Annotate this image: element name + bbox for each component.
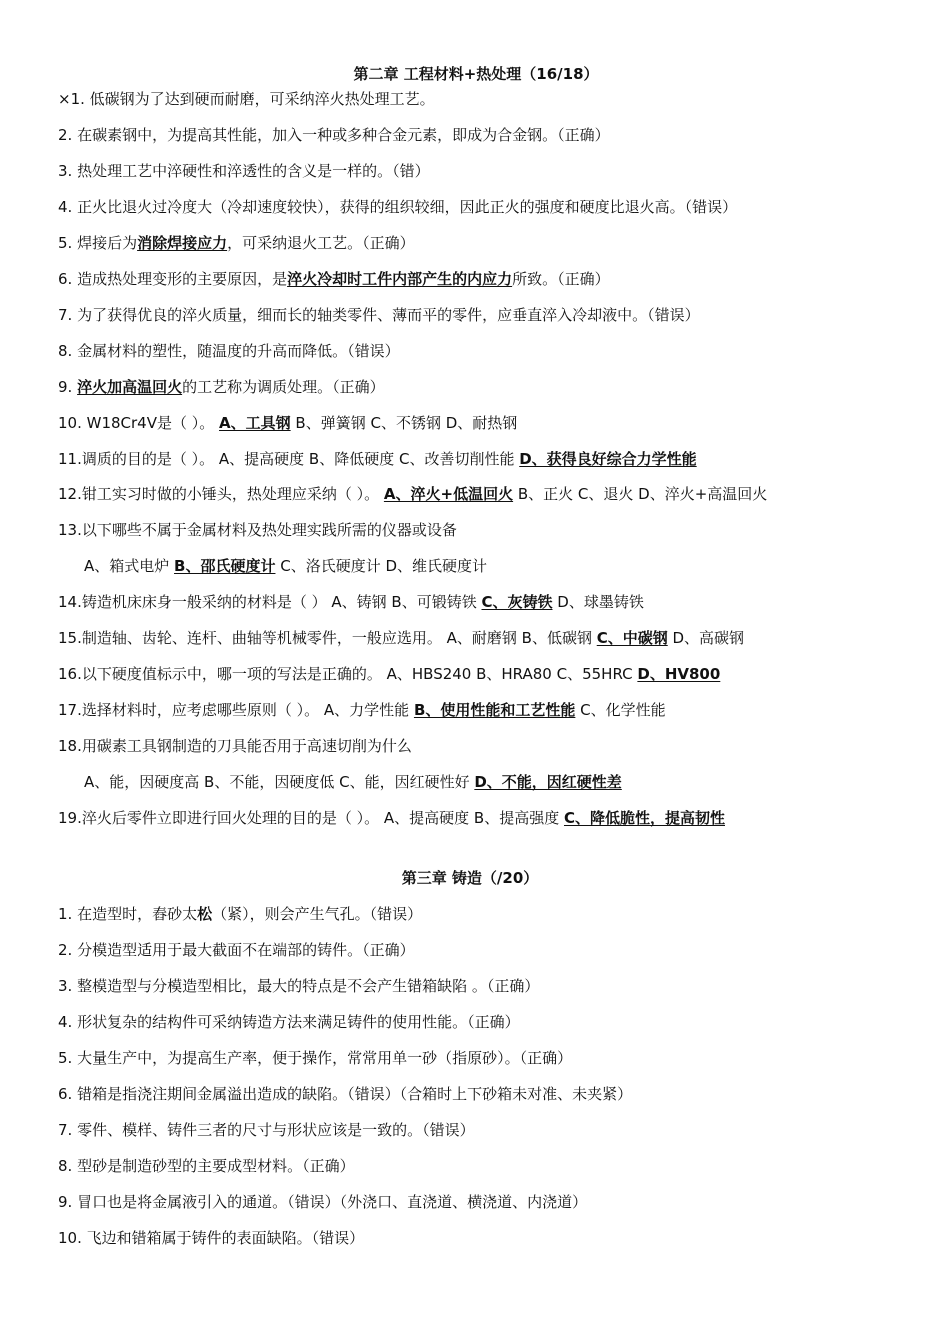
question-text: 18.用碳素工具钢制造的刀具能否用于高速切削为什么 [58, 737, 412, 756]
answer-highlight: D、HV800 [637, 665, 721, 684]
question-line [58, 664, 720, 684]
question-text: 11.调质的目的是（ ）。 A、提高硬度 B、降低硬度 C、改善切削性能 [58, 449, 520, 468]
question-text: A、箱式电炉 [84, 557, 175, 576]
question-text: 3. 热处理工艺中淬硬性和淬透性的含义是一样的。（错） [58, 161, 430, 180]
question-line [58, 592, 644, 612]
question-text: 1. 在造型时，舂砂太 [58, 905, 198, 923]
answer-highlight: 淬火冷却时工件内部产生的内应力 [287, 269, 513, 288]
question-line [58, 413, 517, 433]
answer-highlight: D、获得良好综合力学性能 [519, 449, 697, 468]
question-line [58, 904, 422, 924]
question-line [58, 161, 430, 181]
answer-highlight: B、邵氏硬度计 [174, 557, 276, 576]
question-line [58, 1048, 572, 1068]
question-line [58, 269, 610, 289]
question-text: 2. 分模造型适用于最大截面不在端部的铸件。（正确） [58, 940, 415, 959]
question-text: 松 [197, 905, 213, 923]
question-text: D、高碳钢 [667, 629, 745, 648]
question-line [58, 700, 666, 720]
question-line [58, 1120, 475, 1140]
question-line [58, 1084, 632, 1104]
question-line [58, 1156, 355, 1176]
question-text: 2. 在碳素钢中，为提高其性能，加入一种或多种合金元素，即成为合金钢。（正确） [58, 125, 610, 144]
question-text: 3. 整模造型与分模造型相比，最大的特点是不会产生错箱缺陷 。（正确） [58, 976, 540, 995]
question-line [58, 377, 385, 397]
answer-highlight: 淬火加高温回火 [77, 377, 183, 396]
question-line [58, 125, 610, 145]
question-text: 10. 飞边和错箱属于铸件的表面缺陷。（错误） [58, 1228, 365, 1247]
question-text: 14.铸造机床床身一般采纳的材料是（ ） A、铸钢 B、可锻铸铁 [58, 593, 482, 612]
question-text: 的工艺称为调质处理。（正确） [182, 377, 385, 396]
answer-highlight: C、中碳钢 [596, 629, 668, 648]
question-line [58, 736, 412, 756]
question-line [58, 305, 700, 325]
question-line [58, 449, 697, 469]
answer-highlight: C、灰铸铁 [481, 593, 553, 612]
question-text: 所致。（正确） [512, 269, 610, 288]
answer-highlight: 消除焊接应力 [137, 233, 228, 252]
question-line [58, 976, 539, 996]
question-text: C、化学性能 [575, 701, 666, 720]
question-line [58, 1192, 587, 1212]
question-text: 15.制造轴、齿轮、连杆、曲轴等机械零件，一般应选用。 A、耐磨钢 B、低碳钢 [58, 629, 597, 648]
question-text: 16.以下硬度值标示中，哪一项的写法是正确的。 A、HBS240 B、HRA80 C、55HRC [58, 665, 638, 684]
question-line [58, 197, 737, 217]
answer-highlight: B、使用性能和工艺性能 [413, 701, 576, 720]
question-text: 4. 正火比退火过冷度大（冷却速度较快），获得的组织较细，因此正火的强度和硬度比退火高。（错误） [58, 197, 738, 216]
answer-highlight: C、降低脆性，提高韧性 [563, 809, 725, 827]
question-line [58, 940, 415, 960]
answer-highlight: A、工具钢 [219, 413, 291, 432]
question-text: B、弹簧钢 C、不锈钢 D、耐热钢 [290, 413, 518, 432]
question-text: C、洛氏硬度计 D、维氏硬度计 [275, 557, 488, 576]
question-text: 5. 大量生产中，为提高生产率，便于操作，常常用单一砂（指原砂）。（正确） [58, 1048, 573, 1067]
question-text: 4. 形状复杂的结构件可采纳铸造方法来满足铸件的使用性能。（正确） [58, 1012, 520, 1031]
question-text: 6. 错箱是指浇注期间金属溢出造成的缺陷。（错误）（合箱时上下砂箱未对准、未夹紧） [58, 1084, 633, 1103]
question-text: 5. 焊接后为 [58, 233, 138, 252]
question-line [58, 1228, 364, 1248]
question-line [58, 808, 725, 828]
question-line [58, 520, 457, 540]
question-text: ，可采纳退火工艺。（正确） [227, 233, 415, 252]
question-text: 8. 金属材料的塑性，随温度的升高而降低。（错误） [58, 341, 400, 360]
question-text: 13.以下哪些不属于金属材料及热处理实践所需的仪器或设备 [58, 521, 457, 540]
chapter2-title: 第二章 工程材料+热处理（16/18） [353, 65, 599, 83]
question-text: 10. W18Cr4V是（ ）。 [58, 413, 220, 432]
question-text: 19.淬火后零件立即进行回火处理的目的是（ ）。 A、提高硬度 B、提高强度 [58, 809, 564, 827]
question-text: 9. 冒口也是将金属液引入的通道。（错误）（外浇口、直浇道、横浇道、内浇道） [58, 1192, 588, 1211]
question-text: 6. 造成热处理变形的主要原因，是 [58, 269, 288, 288]
question-text: 8. 型砂是制造砂型的主要成型材料。（正确） [58, 1156, 355, 1175]
question-text: D、球墨铸铁 [552, 593, 644, 612]
question-text: A、能，因硬度高 B、不能，因硬度低 C、能，因红硬性好 [84, 773, 475, 792]
question-line [58, 233, 415, 253]
question-line [58, 484, 767, 504]
answer-highlight: A、淬火+低温回火 [383, 485, 514, 504]
question-line [58, 1012, 520, 1032]
question-text: B、正火 C、退火 D、淬火+高温回火 [513, 485, 768, 504]
question-text: 12.钳工实习时做的小锤头，热处理应采纳（ ）。 [58, 485, 384, 504]
question-line [84, 556, 487, 576]
question-text: 7. 为了获得优良的淬火质量，细而长的轴类零件、薄而平的零件，应垂直淬入冷却液中。（错误） [58, 305, 700, 324]
answer-highlight: D、不能，因红硬性差 [474, 773, 622, 792]
question-text: 7. 零件、模样、铸件三者的尺寸与形状应该是一致的。（错误） [58, 1120, 475, 1139]
question-line [84, 772, 622, 792]
chapter3-title: 第三章 铸造（/20） [401, 869, 539, 887]
question-line [58, 628, 744, 648]
question-text: ×1. 低碳钢为了达到硬而耐磨，可采纳淬火热处理工艺。 [58, 90, 435, 108]
question-line [58, 89, 435, 109]
question-text: 17.选择材料时，应考虑哪些原则（ ）。 A、力学性能 [58, 701, 414, 720]
question-line [58, 341, 400, 361]
question-text: （紧），则会产生气孔。（错误） [212, 905, 423, 923]
question-text: 9. [58, 377, 78, 396]
